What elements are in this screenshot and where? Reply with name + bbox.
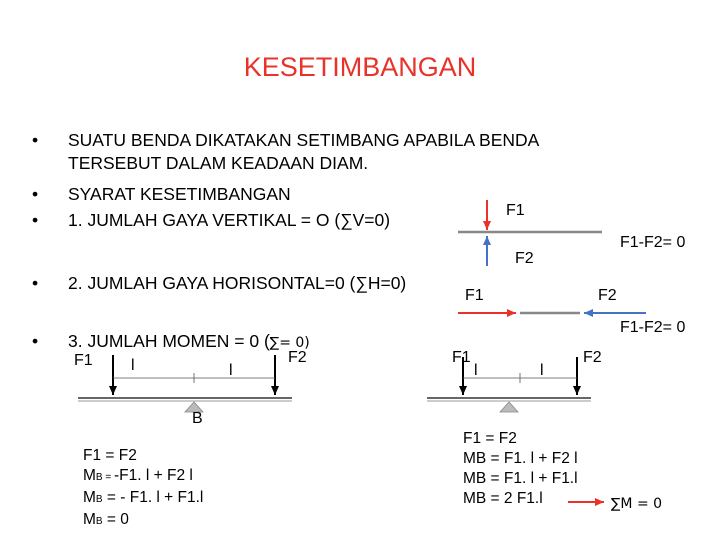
bullet-horizontal-text: 2. JUMLAH GAYA HORISONTAL=0 (∑H=0): [68, 273, 407, 293]
eq-left-line2-post: -F1. l + F2 l: [114, 467, 193, 484]
horizontal-result: F1-F2= 0: [620, 319, 686, 336]
equations-right: [463, 429, 578, 509]
vertical-result: F1-F2= 0: [620, 234, 686, 251]
bullet-vertical-text: 1. JUMLAH GAYA VERTIKAL = O (∑V=0): [68, 210, 391, 230]
vertical-label-f2: F2: [515, 250, 534, 267]
eq-left-line2: [83, 466, 203, 488]
beam-left-dist1: l: [131, 357, 135, 374]
beam-left-label-f2: F2: [288, 349, 307, 366]
eq-right-line2: MB = F1. l + F2 l: [463, 450, 578, 467]
equations-left: [83, 446, 203, 532]
bullet-dot: •: [32, 331, 39, 351]
eq-right-line1: F1 = F2: [463, 430, 517, 447]
eq-right-conclusion: ∑M = 0: [611, 496, 663, 512]
beam-left-support-label: B: [192, 410, 203, 427]
beam-right-dist2: l: [540, 362, 544, 379]
bullet-dot: •: [32, 273, 39, 293]
eq-left-line4-sub: B: [95, 516, 103, 527]
bullet-syarat-text: SYARAT KESETIMBANGAN: [68, 184, 291, 204]
eq-left-line3-sub: B: [95, 494, 103, 505]
bullet-definition-line1: SUATU BENDA DIKATAKAN SETIMBANG APABILA BENDA: [68, 130, 540, 150]
eq-left-line3: [83, 488, 203, 510]
page-title: KESETIMBANGAN: [243, 52, 477, 82]
bullet-definition-line2: TERSEBUT DALAM KEADAAN DIAM.: [68, 153, 369, 173]
beam-right-support: [500, 402, 518, 412]
beam-left-dist2: l: [229, 362, 233, 379]
beam-right-label-f1: F1: [452, 349, 471, 366]
beam-right-label-f2: F2: [583, 349, 602, 366]
eq-left-line4-post: = 0: [102, 511, 129, 528]
bullet-moment-text: 3. JUMLAH MOMEN = 0 (: [68, 331, 270, 351]
horizontal-label-f2: F2: [598, 287, 617, 304]
horizontal-label-f1: F1: [465, 287, 484, 304]
eq-left-line2-sub: B: [95, 472, 103, 483]
bullet-moment-tail: ∑= 0): [269, 335, 310, 351]
vertical-label-f1: F1: [506, 202, 525, 219]
eq-left-line3-pre: M: [83, 489, 96, 506]
beam-left-label-f1: F1: [74, 352, 93, 369]
bullet-dot: •: [32, 184, 39, 204]
eq-left-line2-mid: =: [102, 472, 114, 483]
eq-left-line4-pre: M: [83, 511, 96, 528]
eq-left-line3-post: = - F1. l + F1.l: [102, 489, 204, 506]
eq-left-line4: [83, 510, 203, 532]
eq-right-line3: MB = F1. l + F1.l: [463, 470, 578, 487]
eq-left-line2-pre: M: [83, 467, 96, 484]
bullet-dot: •: [32, 210, 39, 230]
eq-right-line4: MB = 2 F1.l: [463, 490, 543, 507]
bullet-dot: •: [32, 130, 39, 150]
eq-left-line1: F1 = F2: [83, 447, 137, 464]
beam-right-dist1: l: [474, 362, 478, 379]
